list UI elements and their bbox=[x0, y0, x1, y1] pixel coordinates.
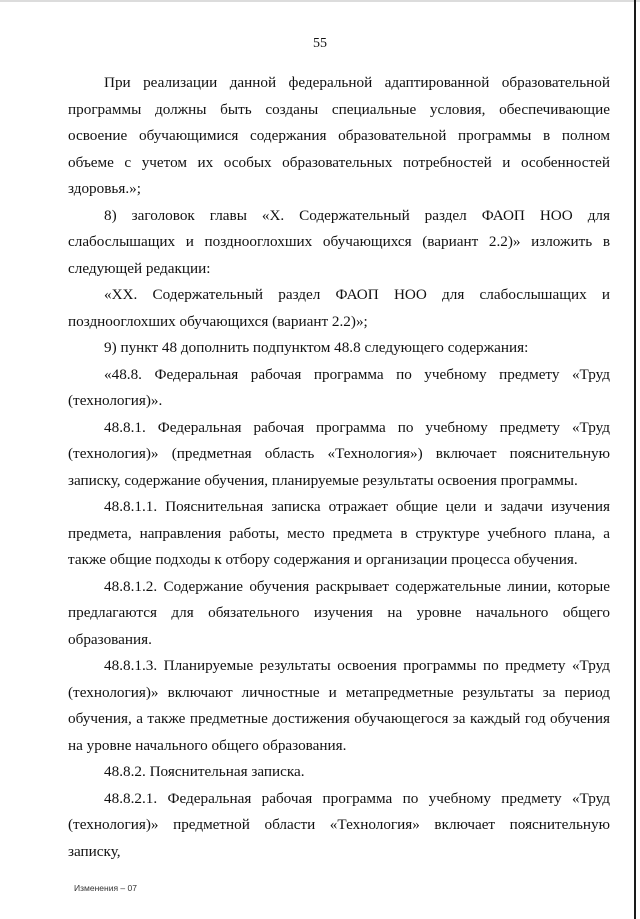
paragraph: 48.8.1. Федеральная рабочая программа по учебному предмету «Труд (технология)» (предметная область «Технология») включает пояснительную записку, содержание обучения, планируемые результаты освоения программы. bbox=[68, 418, 610, 489]
paragraph: 48.8.1.3. Планируемые результаты освоения программы по предмету «Труд (технология)» включают личностные и метапредметные результаты за период обучения, а также предметные достижения обучающегося за каждый год обучения на уровне начального общего образования. bbox=[68, 657, 610, 754]
paragraph: 48.8.1.2. Содержание обучения раскрывает содержательные линии, которые предлагаются для обязательного изучения на уровне начального общего образования. bbox=[68, 577, 610, 648]
paragraph: «XX. Содержательный раздел ФАОП НОО для слабослышащих и позднооглохших обучающихся (вариант 2.2)»; bbox=[68, 286, 610, 330]
paragraph: «48.8. Федеральная рабочая программа по учебному предмету «Труд (технология)». bbox=[68, 365, 610, 409]
paragraph: 9) пункт 48 дополнить подпунктом 48.8 следующего содержания: bbox=[104, 339, 529, 356]
paragraph: 48.8.2.1. Федеральная рабочая программа по учебному предмету «Труд (технология)» предметной области «Технология» включает пояснительную записку, bbox=[68, 789, 610, 860]
paragraph: 48.8.2. Пояснительная записка. bbox=[104, 763, 305, 780]
footer-note: Изменения – 07 bbox=[74, 883, 137, 893]
scan-edge-top bbox=[0, 0, 640, 2]
paragraph: При реализации данной федеральной адаптированной образовательной программы должны быть созданы специальные условия, обеспечивающие освоение обучающимися содержания образовательной программы в полном объеме с учетом их особых образовательных потребностей и особенностей здоровья.»; bbox=[68, 74, 610, 197]
document-body bbox=[68, 70, 610, 865]
scan-edge-right bbox=[634, 0, 636, 919]
paragraph: 8) заголовок главы «X. Содержательный раздел ФАОП НОО для слабослышащих и позднооглохших обучающихся (вариант 2.2)» изложить в следующей редакции: bbox=[68, 206, 610, 277]
paragraph: 48.8.1.1. Пояснительная записка отражает общие цели и задачи изучения предмета, направления работы, место предмета в структуре учебного плана, а также общие подходы к отбору содержания и организации процесса обучения. bbox=[68, 498, 610, 568]
page-number: 55 bbox=[313, 36, 327, 51]
